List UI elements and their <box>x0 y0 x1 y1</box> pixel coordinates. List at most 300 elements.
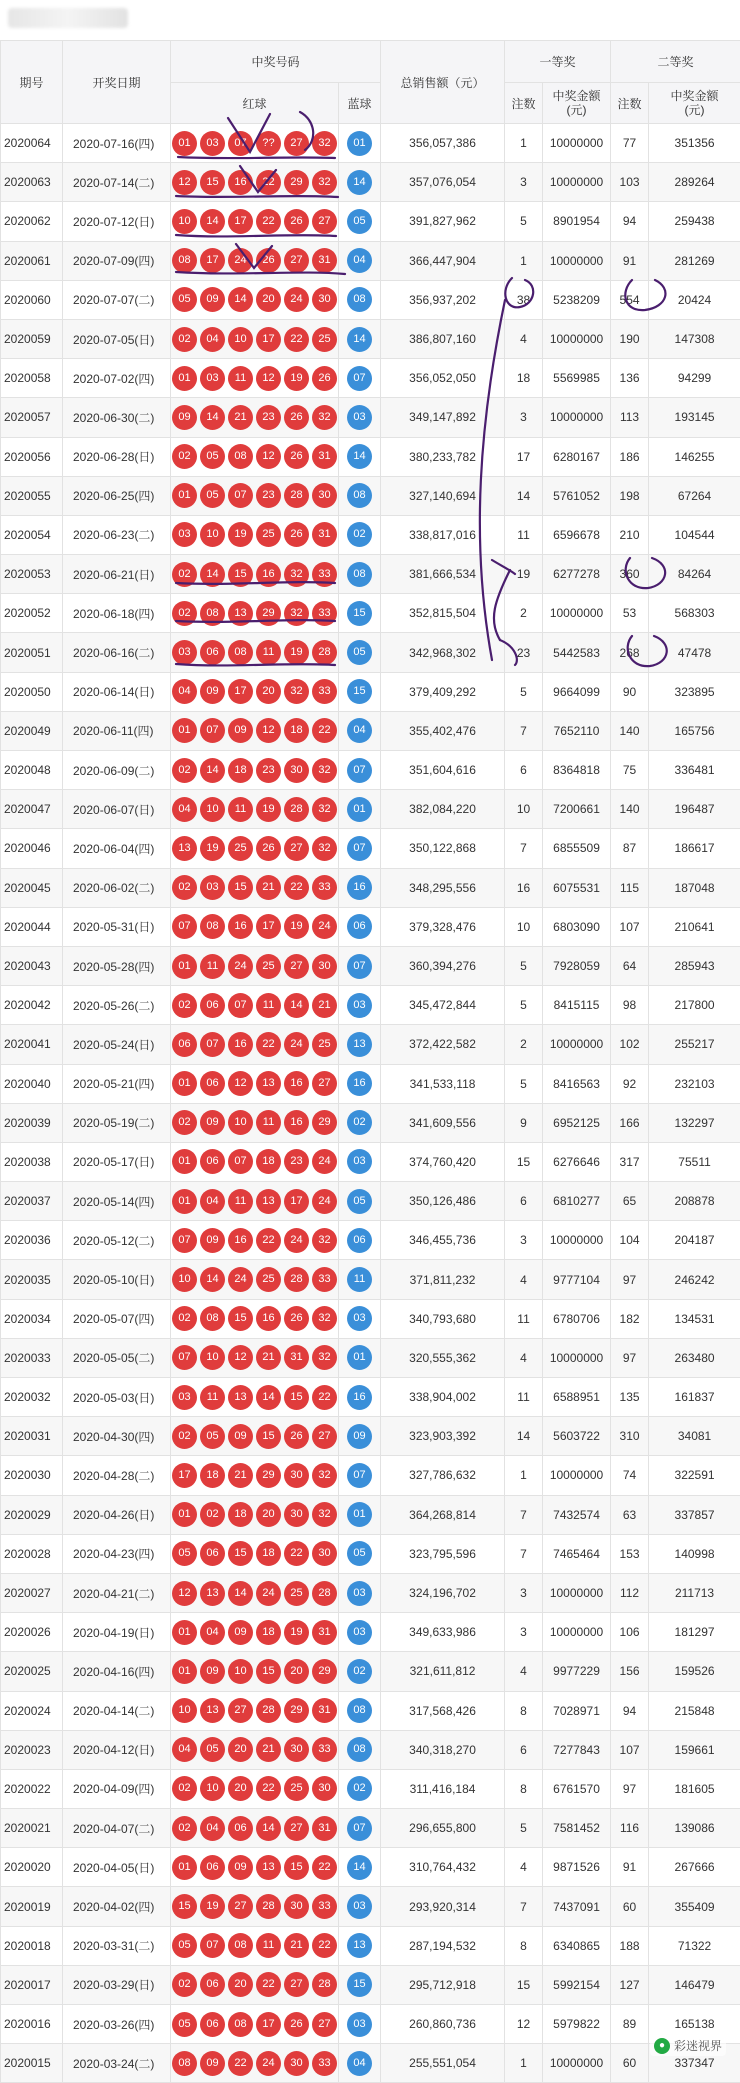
red-ball: 06 <box>200 640 225 665</box>
red-ball: 32 <box>312 758 337 783</box>
period-cell: 2020021 <box>1 1809 63 1848</box>
red-ball: 06 <box>172 1032 197 1057</box>
red-ball: 18 <box>256 1149 281 1174</box>
second-count-cell: 77 <box>611 124 649 163</box>
first-count-cell: 4 <box>505 1652 543 1691</box>
red-ball: 19 <box>284 914 309 939</box>
period-cell: 2020022 <box>1 1769 63 1808</box>
red-ball: 10 <box>200 522 225 547</box>
red-ball: 17 <box>228 679 253 704</box>
red-ball: 01 <box>172 366 197 391</box>
red-ball: 10 <box>200 797 225 822</box>
red-ball: 27 <box>284 1972 309 1997</box>
blue-ball-cell <box>339 986 381 1025</box>
second-count-cell: 75 <box>611 751 649 790</box>
red-ball: 04 <box>172 797 197 822</box>
date-cell: 2020-06-18(四) <box>63 594 171 633</box>
second-amount-cell: 355409 <box>649 1887 740 1926</box>
date-cell: 2020-07-07(二) <box>63 280 171 319</box>
red-ball: 04 <box>172 679 197 704</box>
first-count-cell: 17 <box>505 437 543 476</box>
red-ball: 01 <box>172 131 197 156</box>
red-ball: 10 <box>228 1659 253 1684</box>
first-count-cell: 18 <box>505 359 543 398</box>
period-cell: 2020023 <box>1 1730 63 1769</box>
red-ball: 15 <box>284 1855 309 1880</box>
table-row <box>1 437 740 476</box>
table-row <box>1 1965 740 2004</box>
first-count-cell: 7 <box>505 1534 543 1573</box>
first-amount-cell: 7432574 <box>543 1495 611 1534</box>
date-cell: 2020-06-09(二) <box>63 751 171 790</box>
table-row <box>1 202 740 241</box>
blue-ball-cell <box>339 1809 381 1848</box>
table-row <box>1 1573 740 1612</box>
blue-ball-cell <box>339 633 381 672</box>
red-ball: 21 <box>228 1463 253 1488</box>
second-amount-cell: 139086 <box>649 1809 740 1848</box>
red-ball: 18 <box>228 1502 253 1527</box>
blue-ball: 04 <box>347 718 372 743</box>
red-ball: 27 <box>228 1698 253 1723</box>
sales-cell: 255,551,054 <box>381 2044 505 2083</box>
red-ball: 22 <box>256 209 281 234</box>
blue-ball-cell <box>339 1691 381 1730</box>
blue-ball-cell <box>339 907 381 946</box>
red-ball: 31 <box>312 248 337 273</box>
first-amount-cell: 6780706 <box>543 1299 611 1338</box>
red-ball: 27 <box>312 209 337 234</box>
red-balls-cell <box>171 1534 339 1573</box>
red-ball: 33 <box>312 1894 337 1919</box>
period-cell: 2020045 <box>1 868 63 907</box>
sales-cell: 295,712,918 <box>381 1965 505 2004</box>
sales-cell: 381,666,534 <box>381 555 505 594</box>
first-count-cell: 5 <box>505 946 543 985</box>
red-ball: 29 <box>256 1463 281 1488</box>
red-ball: 24 <box>228 1267 253 1292</box>
sales-cell: 356,052,050 <box>381 359 505 398</box>
red-ball: 16 <box>284 1071 309 1096</box>
red-ball: 14 <box>200 562 225 587</box>
sales-cell: 355,402,476 <box>381 711 505 750</box>
sales-cell: 323,903,392 <box>381 1417 505 1456</box>
red-ball: 26 <box>284 1306 309 1331</box>
first-count-cell: 1 <box>505 124 543 163</box>
first-amount-cell: 9664099 <box>543 672 611 711</box>
second-amount-cell: 47478 <box>649 633 740 672</box>
blue-ball: 03 <box>347 1149 372 1174</box>
red-ball: 22 <box>228 2051 253 2076</box>
red-ball: 02 <box>172 562 197 587</box>
red-ball: 02 <box>172 1110 197 1135</box>
date-cell: 2020-04-12(日) <box>63 1730 171 1769</box>
col-first-amount: 中奖金额 (元) <box>543 83 611 124</box>
red-ball: 23 <box>256 405 281 430</box>
second-amount-cell: 285943 <box>649 946 740 985</box>
date-cell: 2020-06-25(四) <box>63 476 171 515</box>
red-ball: 06 <box>200 1855 225 1880</box>
table-row <box>1 711 740 750</box>
blue-ball-cell <box>339 1456 381 1495</box>
red-ball: 16 <box>256 1306 281 1331</box>
period-cell: 2020040 <box>1 1064 63 1103</box>
watermark <box>650 2035 726 2056</box>
date-cell: 2020-06-11(四) <box>63 711 171 750</box>
first-count-cell: 10 <box>505 907 543 946</box>
second-count-cell: 116 <box>611 1809 649 1848</box>
second-count-cell: 64 <box>611 946 649 985</box>
red-ball: 33 <box>312 601 337 626</box>
lottery-results-table <box>0 40 740 2083</box>
second-count-cell: 140 <box>611 711 649 750</box>
second-count-cell: 103 <box>611 163 649 202</box>
blue-ball: 14 <box>347 170 372 195</box>
red-ball: 17 <box>200 248 225 273</box>
blue-ball: 13 <box>347 1032 372 1057</box>
first-amount-cell: 7437091 <box>543 1887 611 1926</box>
red-ball: 11 <box>256 1110 281 1135</box>
table-row <box>1 2044 740 2083</box>
second-amount-cell: 337347 <box>649 2044 740 2083</box>
red-ball: 15 <box>228 875 253 900</box>
red-ball: 32 <box>284 562 309 587</box>
red-ball: 15 <box>284 1385 309 1410</box>
second-amount-cell: 263480 <box>649 1338 740 1377</box>
red-balls-cell <box>171 1299 339 1338</box>
blue-ball-cell <box>339 359 381 398</box>
red-ball: 26 <box>256 248 281 273</box>
table-row <box>1 672 740 711</box>
red-ball: 20 <box>256 287 281 312</box>
date-cell: 2020-03-31(二) <box>63 1926 171 1965</box>
blue-ball-cell <box>339 515 381 554</box>
red-balls-cell <box>171 1926 339 1965</box>
second-count-cell: 190 <box>611 319 649 358</box>
date-cell: 2020-07-02(四) <box>63 359 171 398</box>
red-balls-cell <box>171 868 339 907</box>
first-count-cell: 1 <box>505 1456 543 1495</box>
second-amount-cell: 165756 <box>649 711 740 750</box>
red-ball: 33 <box>312 1267 337 1292</box>
red-ball: 14 <box>256 1816 281 1841</box>
blue-ball: 03 <box>347 2012 372 2037</box>
red-ball: 09 <box>228 1855 253 1880</box>
col-winning-numbers: 中奖号码 <box>171 41 381 83</box>
col-red-ball: 红球 <box>171 83 339 124</box>
sales-cell: 338,904,002 <box>381 1378 505 1417</box>
red-ball: 03 <box>200 366 225 391</box>
red-ball: 07 <box>228 483 253 508</box>
table-row <box>1 1182 740 1221</box>
red-ball: 08 <box>200 1306 225 1331</box>
first-count-cell: 5 <box>505 202 543 241</box>
second-amount-cell: 20424 <box>649 280 740 319</box>
red-balls-cell <box>171 1613 339 1652</box>
date-cell: 2020-05-31(日) <box>63 907 171 946</box>
period-cell: 2020052 <box>1 594 63 633</box>
date-cell: 2020-06-21(日) <box>63 555 171 594</box>
red-ball: 13 <box>256 1071 281 1096</box>
red-ball: 06 <box>200 1541 225 1566</box>
red-ball: 10 <box>172 209 197 234</box>
table-row <box>1 1926 740 1965</box>
blue-ball-cell <box>339 555 381 594</box>
col-period: 期号 <box>1 41 63 124</box>
first-amount-cell: 7581452 <box>543 1809 611 1848</box>
red-ball: 29 <box>312 1659 337 1684</box>
table-row <box>1 1809 740 1848</box>
red-ball: 08 <box>228 1933 253 1958</box>
second-count-cell: 60 <box>611 2044 649 2083</box>
blue-ball: 02 <box>347 1659 372 1684</box>
red-ball: 08 <box>200 914 225 939</box>
date-cell: 2020-04-16(四) <box>63 1652 171 1691</box>
blue-ball-cell <box>339 1848 381 1887</box>
red-balls-cell <box>171 280 339 319</box>
blue-ball-cell <box>339 124 381 163</box>
sales-cell: 350,126,486 <box>381 1182 505 1221</box>
second-amount-cell: 210641 <box>649 907 740 946</box>
red-ball: 16 <box>228 914 253 939</box>
blue-ball-cell <box>339 1338 381 1377</box>
red-ball: 06 <box>200 1071 225 1096</box>
blue-ball-cell <box>339 1182 381 1221</box>
blue-ball-cell <box>339 398 381 437</box>
first-count-cell: 11 <box>505 515 543 554</box>
red-ball: 10 <box>200 1776 225 1801</box>
sales-cell: 317,568,426 <box>381 1691 505 1730</box>
second-count-cell: 97 <box>611 1338 649 1377</box>
second-count-cell: 65 <box>611 1182 649 1221</box>
blue-ball: 06 <box>347 914 372 939</box>
first-amount-cell: 7928059 <box>543 946 611 985</box>
red-ball: 15 <box>172 1894 197 1919</box>
red-ball: 12 <box>228 1071 253 1096</box>
second-amount-cell: 146479 <box>649 1965 740 2004</box>
blue-ball: 15 <box>347 1972 372 1997</box>
red-balls-cell <box>171 711 339 750</box>
second-amount-cell: 186617 <box>649 829 740 868</box>
period-cell: 2020062 <box>1 202 63 241</box>
second-count-cell: 74 <box>611 1456 649 1495</box>
date-cell: 2020-05-10(日) <box>63 1260 171 1299</box>
red-balls-cell <box>171 2005 339 2044</box>
red-ball: 20 <box>228 1737 253 1762</box>
red-ball: 07 <box>172 1228 197 1253</box>
first-amount-cell: 5992154 <box>543 1965 611 2004</box>
red-ball: 09 <box>200 679 225 704</box>
red-ball: 27 <box>312 2012 337 2037</box>
table-row <box>1 1338 740 1377</box>
red-ball: 24 <box>256 2051 281 2076</box>
blue-ball: 07 <box>347 1816 372 1841</box>
second-amount-cell: 187048 <box>649 868 740 907</box>
first-amount-cell: 7465464 <box>543 1534 611 1573</box>
table-row <box>1 1652 740 1691</box>
second-count-cell: 94 <box>611 202 649 241</box>
sales-cell: 357,076,054 <box>381 163 505 202</box>
second-amount-cell: 134531 <box>649 1299 740 1338</box>
blue-ball: 08 <box>347 1698 372 1723</box>
red-ball: 22 <box>256 1032 281 1057</box>
first-amount-cell: 7028971 <box>543 1691 611 1730</box>
red-ball: 17 <box>256 914 281 939</box>
first-amount-cell: 10000000 <box>543 124 611 163</box>
second-count-cell: 102 <box>611 1025 649 1064</box>
red-balls-cell <box>171 555 339 594</box>
second-amount-cell: 147308 <box>649 319 740 358</box>
red-ball: 05 <box>172 1541 197 1566</box>
first-count-cell: 38 <box>505 280 543 319</box>
blue-ball-cell <box>339 1417 381 1456</box>
red-ball: 21 <box>256 1737 281 1762</box>
red-ball: 08 <box>228 640 253 665</box>
red-ball: 09 <box>200 1659 225 1684</box>
red-ball: 23 <box>256 758 281 783</box>
blue-ball-cell <box>339 280 381 319</box>
blue-ball: 14 <box>347 1855 372 1880</box>
red-ball: 07 <box>172 914 197 939</box>
first-count-cell: 3 <box>505 163 543 202</box>
blue-ball: 03 <box>347 1894 372 1919</box>
date-cell: 2020-05-14(四) <box>63 1182 171 1221</box>
blue-ball-cell <box>339 1221 381 1260</box>
date-cell: 2020-03-26(四) <box>63 2005 171 2044</box>
second-amount-cell: 140998 <box>649 1534 740 1573</box>
red-balls-cell <box>171 751 339 790</box>
red-balls-cell <box>171 1456 339 1495</box>
first-amount-cell: 10000000 <box>543 319 611 358</box>
red-ball: 01 <box>172 1149 197 1174</box>
blue-ball: 04 <box>347 248 372 273</box>
blue-ball-cell <box>339 672 381 711</box>
red-balls-cell <box>171 124 339 163</box>
red-ball: 05 <box>172 2012 197 2037</box>
blue-ball-cell <box>339 1652 381 1691</box>
red-ball: 12 <box>256 444 281 469</box>
first-amount-cell: 7652110 <box>543 711 611 750</box>
blue-ball: 08 <box>347 1737 372 1762</box>
blue-ball: 13 <box>347 1933 372 1958</box>
period-cell: 2020053 <box>1 555 63 594</box>
period-cell: 2020036 <box>1 1221 63 1260</box>
first-amount-cell: 10000000 <box>543 1338 611 1377</box>
second-amount-cell: 181605 <box>649 1769 740 1808</box>
red-ball: 05 <box>200 1737 225 1762</box>
sales-cell: 320,555,362 <box>381 1338 505 1377</box>
second-amount-cell: 215848 <box>649 1691 740 1730</box>
red-ball: 30 <box>284 1894 309 1919</box>
sales-cell: 356,057,386 <box>381 124 505 163</box>
red-ball: 11 <box>256 993 281 1018</box>
blue-ball: 01 <box>347 1502 372 1527</box>
red-ball: 31 <box>284 1345 309 1370</box>
first-count-cell: 4 <box>505 1338 543 1377</box>
second-count-cell: 317 <box>611 1142 649 1181</box>
first-amount-cell: 7200661 <box>543 790 611 829</box>
top-bar <box>0 0 740 40</box>
date-cell: 2020-03-29(日) <box>63 1965 171 2004</box>
table-row <box>1 1103 740 1142</box>
red-ball: 12 <box>256 366 281 391</box>
red-ball: 04 <box>200 1816 225 1841</box>
date-cell: 2020-04-28(二) <box>63 1456 171 1495</box>
sales-cell: 356,937,202 <box>381 280 505 319</box>
blue-ball-cell <box>339 319 381 358</box>
second-amount-cell: 161837 <box>649 1378 740 1417</box>
red-balls-cell <box>171 319 339 358</box>
table-row <box>1 1142 740 1181</box>
red-ball: 32 <box>312 405 337 430</box>
red-ball: 25 <box>312 1032 337 1057</box>
table-row <box>1 1848 740 1887</box>
first-amount-cell: 10000000 <box>543 1613 611 1652</box>
table-row <box>1 751 740 790</box>
table-row <box>1 1691 740 1730</box>
period-cell: 2020016 <box>1 2005 63 2044</box>
table-row <box>1 1417 740 1456</box>
second-amount-cell: 165138 <box>649 2005 740 2044</box>
date-cell: 2020-05-12(二) <box>63 1221 171 1260</box>
table-row <box>1 319 740 358</box>
first-count-cell: 14 <box>505 1417 543 1456</box>
red-ball: 02 <box>200 1502 225 1527</box>
date-cell: 2020-04-23(四) <box>63 1534 171 1573</box>
sales-cell: 327,140,694 <box>381 476 505 515</box>
red-ball: 16 <box>228 170 253 195</box>
second-amount-cell: 211713 <box>649 1573 740 1612</box>
second-amount-cell: 159661 <box>649 1730 740 1769</box>
first-count-cell: 9 <box>505 1103 543 1142</box>
red-ball: 24 <box>228 248 253 273</box>
red-ball: 28 <box>284 483 309 508</box>
blue-ball: 08 <box>347 562 372 587</box>
sales-cell: 346,455,736 <box>381 1221 505 1260</box>
period-cell: 2020019 <box>1 1887 63 1926</box>
red-ball: 24 <box>312 914 337 939</box>
red-ball: 11 <box>256 1933 281 1958</box>
second-amount-cell: 34081 <box>649 1417 740 1456</box>
first-count-cell: 10 <box>505 790 543 829</box>
red-ball: 02 <box>172 1816 197 1841</box>
red-ball: 32 <box>312 797 337 822</box>
second-amount-cell: 281269 <box>649 241 740 280</box>
red-ball: 28 <box>312 1581 337 1606</box>
table-row <box>1 1887 740 1926</box>
red-ball: 29 <box>284 170 309 195</box>
red-ball: 18 <box>284 718 309 743</box>
blue-ball: 05 <box>347 640 372 665</box>
second-count-cell: 63 <box>611 1495 649 1534</box>
first-count-cell: 7 <box>505 829 543 868</box>
blue-ball-cell <box>339 2044 381 2083</box>
red-ball: 05 <box>200 483 225 508</box>
date-cell: 2020-05-28(四) <box>63 946 171 985</box>
second-count-cell: 53 <box>611 594 649 633</box>
red-ball: 03 <box>200 875 225 900</box>
first-amount-cell: 6075531 <box>543 868 611 907</box>
first-amount-cell: 6276646 <box>543 1142 611 1181</box>
period-cell: 2020027 <box>1 1573 63 1612</box>
red-ball: 14 <box>200 758 225 783</box>
red-balls-cell <box>171 594 339 633</box>
red-ball: 08 <box>200 601 225 626</box>
period-cell: 2020059 <box>1 319 63 358</box>
period-cell: 2020026 <box>1 1613 63 1652</box>
first-count-cell: 3 <box>505 398 543 437</box>
red-ball: 07 <box>228 131 253 156</box>
